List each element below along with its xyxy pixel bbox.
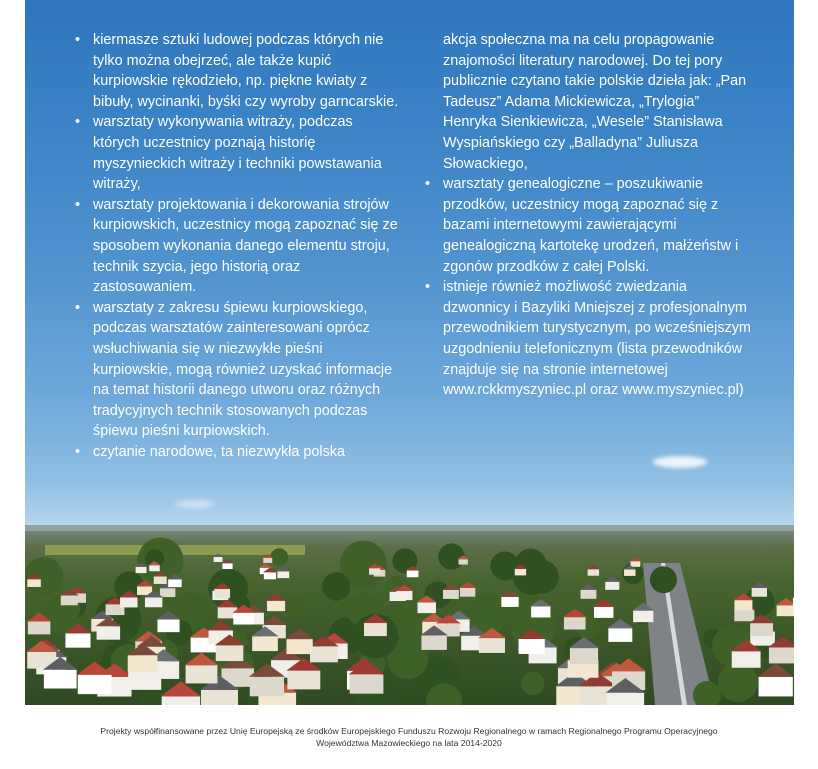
aerial-town-photo [25, 525, 794, 705]
tree [286, 596, 305, 615]
right-bullet-list [425, 30, 755, 401]
tree [521, 672, 544, 695]
left-column [75, 30, 400, 462]
footer-line-2: Województwa Mazowieckiego na lata 2014-2020 [316, 738, 502, 748]
list-item: • czytanie narodowe, ta niezwykła polska [75, 442, 400, 463]
tree [322, 572, 350, 600]
right-column [425, 30, 755, 401]
list-item: • warsztaty wykonywania witraży, podczas których uczestnicy poznają historię myszynieckich witraży i techniki powstawania witraży, [75, 112, 400, 194]
footer-line-1: Projekty współfinansowane przez Unię Europejską ze środków Europejskiego Funduszu Rozwoju Regionalnego w ramach Regionalnego Programu Operacyjnego [100, 726, 718, 736]
list-item: • warsztaty projektowania i dekorowania strojów kurpiowskich, uczestnicy mogą zapoznać się ze sposobem wykonania danego elementu stroju, technik szycia, jego historią oraz zastosowaniem. [75, 195, 400, 298]
list-item: • warsztaty z zakresu śpiewu kurpiowskiego, podczas warsztatów zainteresowani oprócz wsłuchiwania się w niezwykłe pieśni kurpiowskie, mogą również uzyskać informacje na temat historii danego utworu oraz różnych tradycyjnych technik stosowanych podczas śpiewu pieśni kurpiowskich. [75, 298, 400, 442]
cloud [175, 500, 215, 508]
tree [718, 662, 758, 702]
list-item: akcja społeczna ma na celu propagowanie znajomości literatury narodowej. Do tej pory publicznie czytano takie polskie dzieła jak: „Pan Tadeusz” Adama Mickiewicza, „Trylogia” Henryka Sienkiewicza, „Wesele” Stanisława Wyspiańskiego czy „Balladyna” Juliusza Słowackiego, [443, 32, 747, 172]
tree [270, 548, 288, 566]
poster-page [25, 0, 794, 705]
funding-footer [0, 725, 818, 749]
left-bullet-list [75, 30, 400, 462]
tree [513, 557, 551, 595]
list-item: • kiermasze sztuki ludowej podczas których nie tylko można obejrzeć, ale także kupić kurpiowskie rękodzieło, np. piękne kwiaty z bibuły, wycinanki, byśki czy wyroby garncarskie. [75, 30, 400, 112]
list-item: • warsztaty genealogiczne – poszukiwanie przodków, uczestnicy mogą zapoznać się z bazami internetowymi zawierającymi genealogiczną kartotekę urodzeń, małżeństw i zgonów przodków z całej Polski. [425, 174, 755, 277]
tree [650, 566, 677, 593]
tree [25, 557, 63, 596]
list-item: • istnieje również możliwość zwiedzania dzwonnicy i Bazyliki Mniejszej z profesjonalnym przewodnikiem turystycznym, po wcześniejszym uzgodnieniu telefonicznym (lista przewodników znajduje się na stronie internetowej www.rckkmyszyniec.pl oraz www.myszyniec.pl) [425, 277, 755, 401]
tree [438, 543, 464, 569]
cloud [653, 456, 707, 468]
